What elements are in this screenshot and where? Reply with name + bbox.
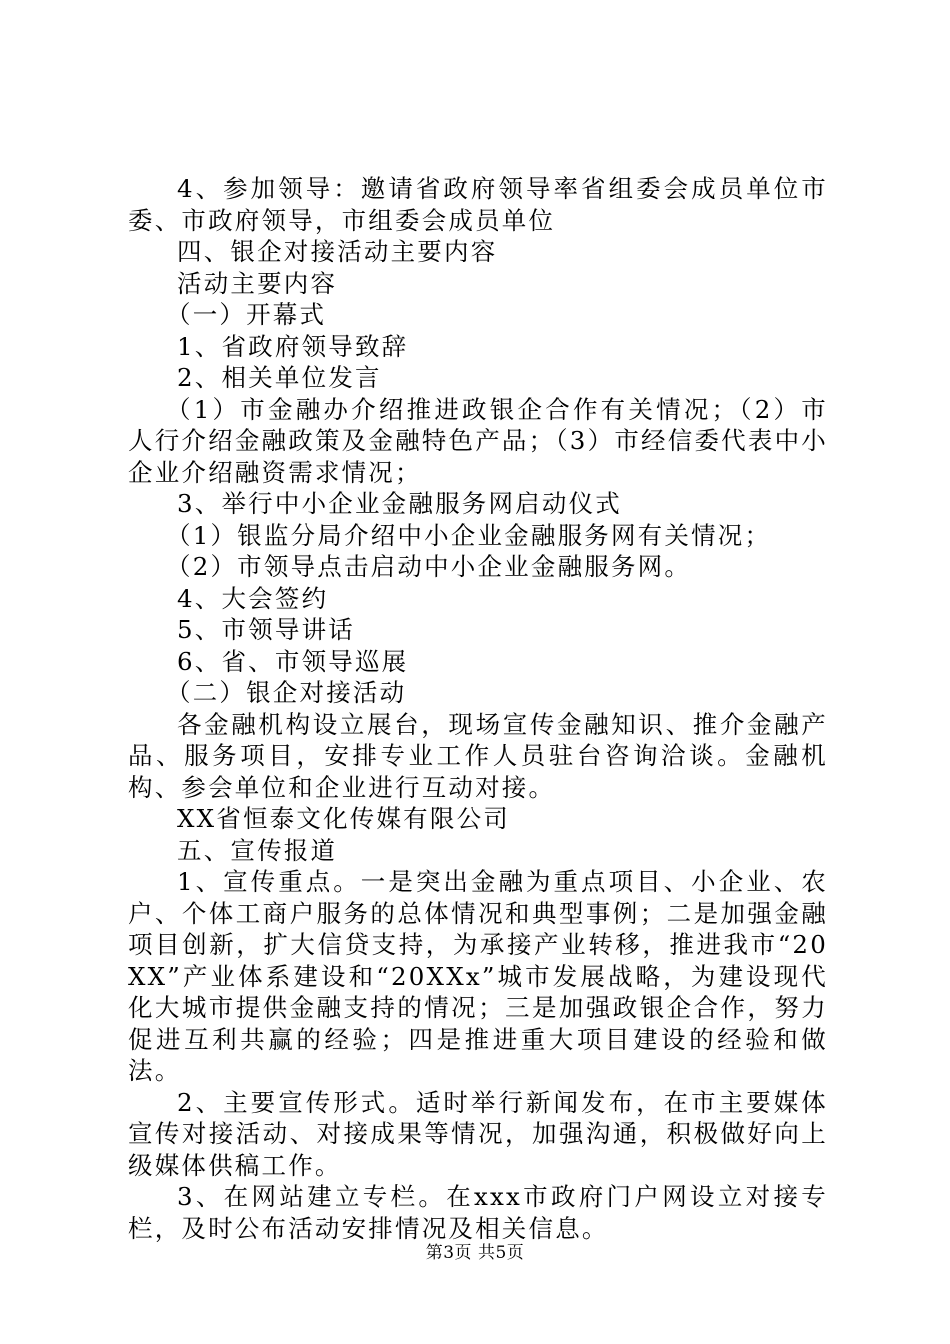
- paragraph-company-name: XX省恒泰文化传媒有限公司: [177, 804, 510, 833]
- subheading-opening-ceremony: （一）开幕式: [166, 300, 327, 329]
- paragraph-speech-details: （1）市金融办介绍推进政银企合作有关情况；（2）市人行介绍金融政策及金融特色产品；（3）市经信委代表中小企业介绍融资需求情况；: [128, 394, 828, 487]
- list-subitem-launch-network: （2）市领导点击启动中小企业金融服务网。: [166, 552, 692, 581]
- list-item-signing: 4、大会签约: [177, 583, 329, 613]
- section-heading-main-content: 四、银企对接活动主要内容: [177, 237, 498, 266]
- paragraph-participating-leaders: 4、参加领导：邀请省政府领导率省组委会成员单位市委、市政府领导，市组委会成员单位: [128, 174, 828, 235]
- list-item-exhibition-tour: 6、省、市领导巡展: [177, 646, 409, 676]
- paragraph-website-column: 3、在网站建立专栏。在xxx市政府门户网设立对接专栏，及时公布活动安排情况及相关信息。: [128, 1182, 828, 1243]
- paragraph-exhibition-booths: 各金融机构设立展台，现场宣传金融知识、推介金融产品、服务项目，安排专业工作人员驻台咨询洽谈。金融机构、参会单位和企业进行互动对接。: [128, 709, 828, 802]
- list-subitem-introduce-network: （1）银监分局介绍中小企业金融服务网有关情况；: [166, 520, 772, 550]
- list-item-unit-speeches: 2、相关单位发言: [177, 363, 382, 392]
- list-item-city-leader-speech: 5、市领导讲话: [177, 615, 355, 644]
- paragraph-publicity-forms: 2、主要宣传形式。适时举行新闻发布，在市主要媒体宣传对接活动、对接成果等情况，加强沟通，积极做好向上级媒体供稿工作。: [128, 1087, 828, 1180]
- document-body: [128, 173, 828, 1244]
- page-number-label: 第3页 共5页: [425, 1243, 525, 1263]
- paragraph-activity-content-label: 活动主要内容: [177, 268, 338, 298]
- list-item-provincial-speech: 1、省政府领导致辞: [177, 331, 409, 361]
- list-item-launch-ceremony: 3、举行中小企业金融服务网启动仪式: [177, 489, 622, 518]
- subheading-bank-enterprise-matching: （二）银企对接活动: [166, 678, 407, 707]
- paragraph-publicity-focus: 1、宣传重点。一是突出金融为重点项目、小企业、农户、个体工商户服务的总体情况和典型事例；二是加强金融项目创新，扩大信贷支持，为承接产业转移，推进我市“20XX”产业体系建设和“20XXx”城市发展战略，为建设现代化大城市提供金融支持的情况；三是加强政银企合作，努力促进互利共赢的经验；四是推进重大项目建设的经验和做法。: [128, 867, 828, 1085]
- page-footer: [0, 1242, 950, 1264]
- section-heading-publicity: 五、宣传报道: [177, 835, 338, 865]
